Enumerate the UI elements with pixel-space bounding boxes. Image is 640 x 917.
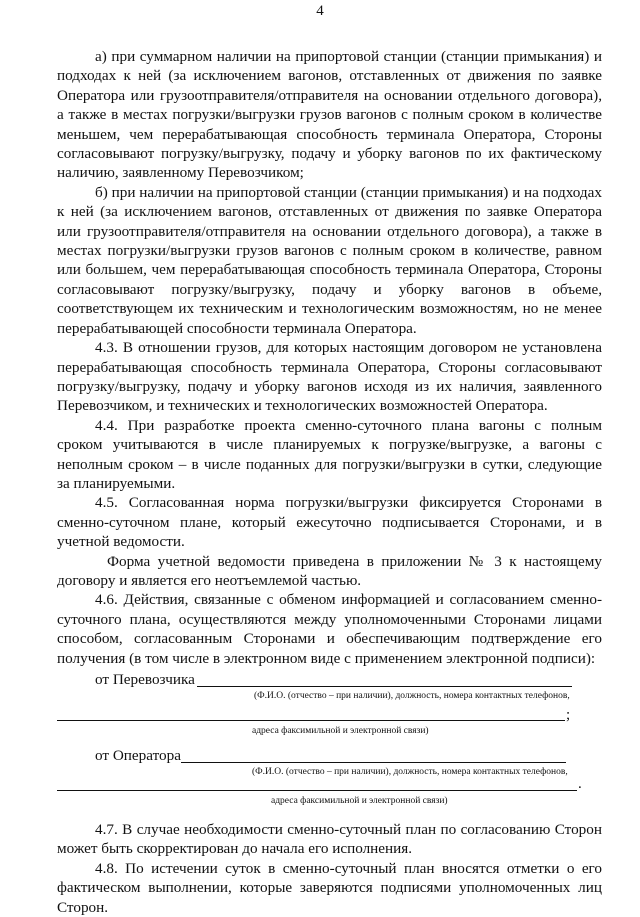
operator-signature-block	[57, 746, 602, 820]
paragraph-a: а) при суммарном наличии на припортовой станции (станции примыкания) и подходах к ней (за исключением вагонов, отставленных от движения по заявке Оператора или грузоотправителя/отправителя на основании отдельного договора), а также в местах погрузки/выгрузки грузов вагонов с полным сроком в количестве меньшем, чем перерабатывающая способность терминала Оператора, Стороны согласовывают погрузку/выгрузку, подачу и уборку вагонов по их фактическому наличию, заявленному Перевозчиком;	[57, 48, 602, 182]
carrier-label: от Перевозчика	[95, 671, 195, 688]
paragraph-4-8: 4.8. По истечении суток в сменно-суточный план вносятся отметки о его фактическом выполнении, которые заверяются подписями уполномоченных лиц Сторон.	[57, 859, 602, 916]
paragraph-4-3: 4.3. В отношении грузов, для которых настоящим договором не установлена перерабатывающая способность терминала Оператора, Стороны согласовывают погрузку/выгрузку, подачу и уборку вагонов исходя из их наличия, заявленного Перевозчиком, и технических и технологических возможностей Оператора.	[57, 339, 602, 415]
operator-address-line	[57, 790, 577, 791]
paragraph-4-7: 4.7. В случае необходимости сменно-суточный план по согласованию Сторон может быть скорректирован до начала его исполнения.	[57, 821, 602, 858]
paragraph-form: Форма учетной ведомости приведена в приложении № 3 к настоящему договору и является его неотъемлемой частью.	[57, 552, 602, 589]
carrier-address-line	[57, 720, 565, 721]
page-number: 4	[316, 3, 324, 19]
paragraph-4-6: 4.6. Действия, связанные с обменом информацией и согласованием сменно-суточного плана, осуществляются между уполномоченными Сторонами лицами способом, согласованным Сторонами и обеспечивающим подтверждение его получения (в том числе в электронном виде с применением электронной подписи):	[57, 591, 602, 667]
operator-caption-name: (Ф.И.О. (отчество – при наличии), должность, номера контактных телефонов,	[252, 767, 568, 777]
operator-name-line	[181, 762, 566, 763]
operator-caption-address: адреса факсимильной и электронной связи)	[271, 796, 448, 806]
carrier-caption-address: адреса факсимильной и электронной связи)	[252, 726, 429, 736]
carrier-signature-block	[57, 670, 602, 736]
operator-line-end: .	[578, 776, 582, 792]
document-body	[57, 47, 602, 917]
paragraph-b: б) при наличии на припортовой станции (станции примыкания) и на подходах к ней (за исключением вагонов, отставленных от движения по заявке Оператора или грузоотправителя/отправителя на основании отдельного договора), а также в местах погрузки/выгрузки грузов вагонов с полным сроком в количестве, равном или большем, чем перерабатывающая способность терминала Оператора, Стороны согласовывают погрузку/выгрузку, подачу и уборку вагонов в объеме, соответствующем их техническим и технологическим возможностям, но не менее перерабатывающей способности терминала Оператора.	[57, 183, 602, 337]
carrier-name-line	[197, 686, 572, 687]
carrier-caption-name: (Ф.И.О. (отчество – при наличии), должность, номера контактных телефонов,	[254, 691, 570, 701]
carrier-line-end: ;	[566, 707, 571, 723]
paragraph-4-5: 4.5. Согласованная норма погрузки/выгрузки фиксируется Сторонами в сменно-суточном плане, который ежесуточно подписывается Сторонами, и в учетной ведомости.	[57, 494, 602, 551]
operator-label: от Оператора	[95, 747, 181, 764]
paragraph-4-4: 4.4. При разработке проекта сменно-суточного плана вагоны с полным сроком учитываются в числе планируемых к погрузке/выгрузке, а вагоны с неполным сроком – в числе поданных для погрузки/выгрузки в сутки, следующие за планируемыми.	[57, 416, 602, 492]
